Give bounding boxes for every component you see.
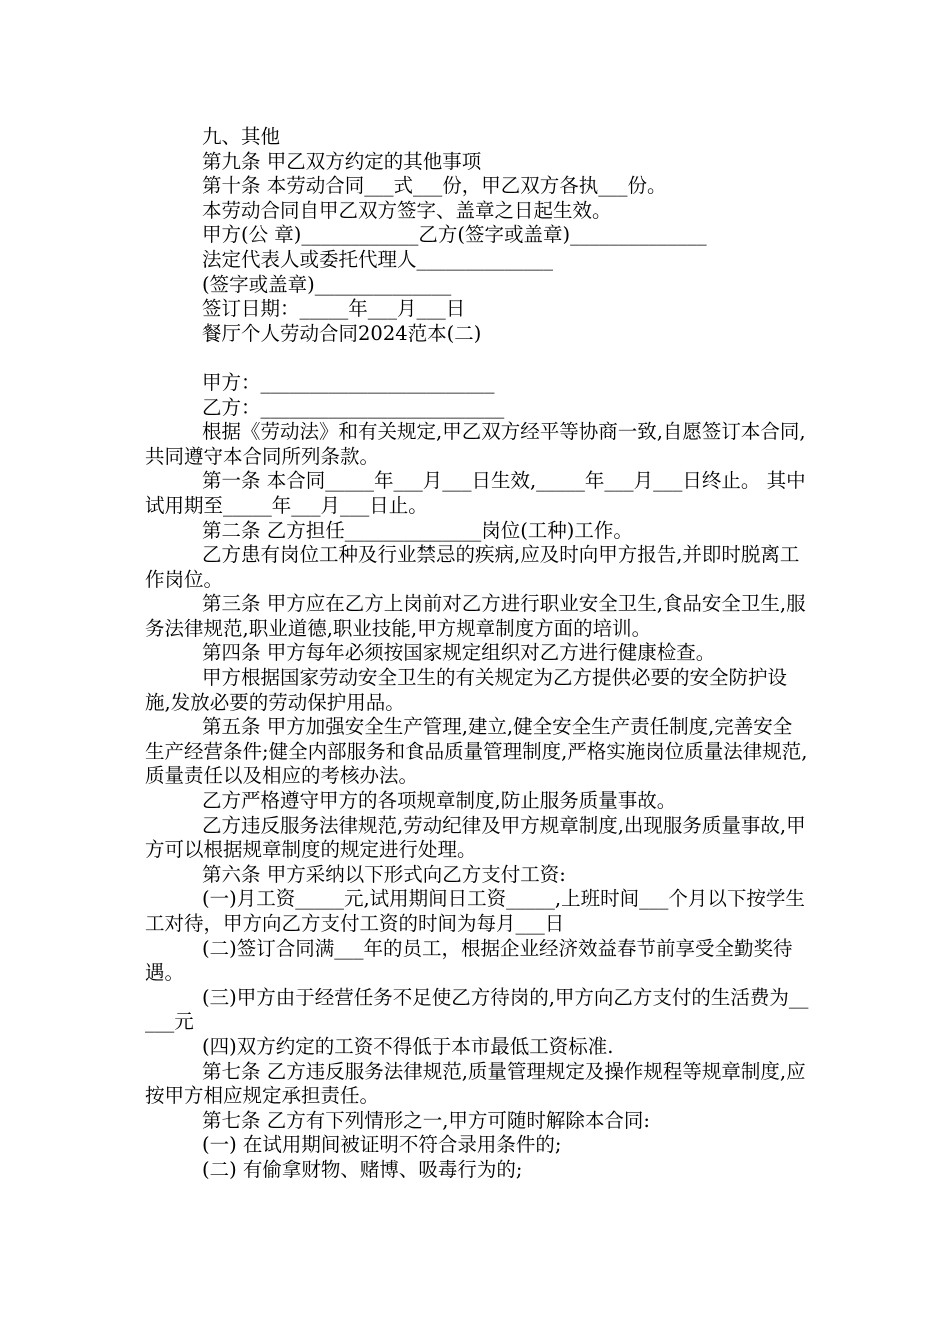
paragraph: 乙方患有岗位工种及行业禁忌的疾病,应及时向甲方报告,并即时脱离工作岗位。 [145,543,800,591]
section-heading: 九、其他 [202,125,281,148]
text-line: 第九条 甲乙双方约定的其他事项 [202,149,482,173]
document-page [145,125,810,1183]
paragraph: 第三条 甲方应在乙方上岗前对乙方进行职业安全卫生,食品安全卫生,服务法律规范,职业道德,职业技能,甲方规章制度方面的培训。 [145,592,806,640]
paragraph: (四)双方约定的工资不得低于本市最低工资标准. [202,1034,614,1058]
signature-line: 甲方(公 章)____________乙方(签字或盖章)______________ [202,223,707,247]
signature-line: (签字或盖章)______________ [202,272,452,296]
paragraph: 第七条 乙方违反服务法律规范,质量管理规定及操作规程等规章制度,应按甲方相应规定承担责任。 [145,1059,806,1108]
text-line: 本劳动合同自甲乙双方签字、盖章之日起生效。 [202,198,612,222]
paragraph: (三)甲方由于经营任务不足使乙方待岗的,甲方向乙方支付的生活费为_____元 [145,985,809,1034]
party-a-line: 甲方：________________________ [202,370,495,394]
paragraph: 乙方严格遵守甲方的各项规章制度,防止服务质量事故。 [202,789,677,813]
paragraph: 第五条 甲方加强安全生产管理,建立,健全安全生产责任制度,完善安全生产经营条件;健全内部服务和食品质量管理制度,严格实施岗位质量法律规范,质量责任以及相应的考核办法。 [145,715,808,788]
text-line: 第十条 本劳动合同___式___份，甲乙双方各执___份。 [202,174,667,198]
paragraph: 根据《劳动法》和有关规定,甲乙双方经平等协商一致,自愿签订本合同,共同遵守本合同所列条款。 [145,420,806,468]
paragraph: 乙方违反服务法律规范,劳动纪律及甲方规章制度,出现服务质量事故,甲方可以根据规章制度的规定进行处理。 [145,813,806,862]
date-line: 签订日期：_____年___月___日 [202,297,466,321]
document-title: 餐厅个人劳动合同2024范本(二) [202,321,482,345]
paragraph: 第六条 甲方采纳以下形式向乙方支付工资: [202,862,566,886]
paragraph: 第四条 甲方每年必须按国家规定组织对乙方进行健康检查。 [202,641,716,665]
paragraph: (二)签订合同满___年的员工，根据企业经济效益春节前享受全勤奖待遇。 [145,936,793,985]
paragraph: 第二条 乙方担任______________岗位(工种)工作。 [202,518,633,542]
paragraph: (一) 在试用期间被证明不符合录用条件的; [202,1133,562,1157]
paragraph: (一)月工资_____元,试用期间日工资_____,上班时间___个月以下按学生工对待，甲方向乙方支付工资的时间为每月___日 [145,887,805,935]
paragraph: (二) 有偷拿财物、赌博、吸毒行为的; [202,1157,523,1181]
paragraph: 第七条 乙方有下列情形之一,甲方可随时解除本合同: [202,1108,650,1132]
paragraph: 第一条 本合同_____年___月___日生效,_____年___月___日终止。 其中试用期至_____年___月___日止。 [145,469,806,517]
signature-line: 法定代表人或委托代理人______________ [202,247,554,271]
party-b-line: 乙方：_________________________ [202,395,505,419]
spacer [145,346,810,371]
paragraph: 甲方根据国家劳动安全卫生的有关规定为乙方提供必要的安全防护设施,发放必要的劳动保护用品。 [145,666,788,714]
